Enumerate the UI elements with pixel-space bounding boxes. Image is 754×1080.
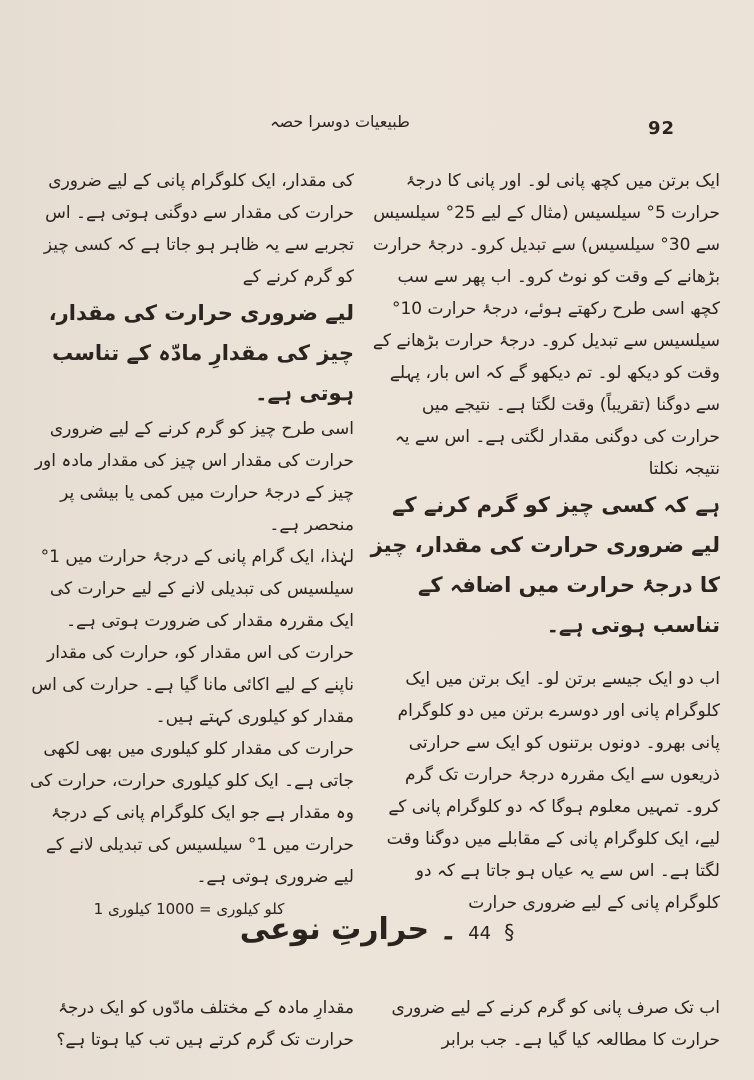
bottom-left-text [24,992,354,1056]
bottom-right-text [370,992,720,1056]
page-number: 92 [648,118,676,139]
section-number: 44 [468,923,492,944]
running-title: طبیعیات دوسرا حصہ [270,112,410,131]
bottom-right-paragraph: اب تک صرف پانی کو گرم کرنے کے لیے ضروری حرارت کا مطالعہ کیا گیا ہے۔ جب برابر [391,998,720,1050]
right-paragraph-2: اب دو ایک جیسے برتن لو۔ ایک برتن میں ایک کلوگرام پانی اور دوسرے برتن میں دو کلوگرام پانی بھرو۔ دونوں برتنوں کو ایک سے حرارتی ذریعوں سے ایک مقررہ درجۂ حرارت تک گرم کرو۔ تمہیں معلوم ہوگا کہ دو کلوگرام پانی کے لیے، ایک کلوگرام پانی کے مقابلے میں دوگنا وقت لگتا ہے۔ اس سے یہ عیاں ہو جاتا ہے کہ دو کلوگرام پانی کے لیے ضروری حرارت [386,669,720,913]
section-title: ۔ حرارتِ نوعی [239,912,458,947]
right-column [370,165,720,919]
right-emphasis: ہے کہ کسی چیز کو گرم کرنے کے لیے ضروری حرارت کی مقدار، چیز کا درجۂ حرارت میں اضافہ کے تناسب ہوتی ہے۔ [370,493,720,637]
bottom-left-paragraph: مقدارِ مادہ کے مختلف مادّوں کو ایک درجۂ حرارت تک گرم کرتے ہیں تب کیا ہوتا ہے؟ [56,998,354,1050]
left-paragraph-2: اسی طرح چیز کو گرم کرنے کے لیے ضروری حرارت کی مقدار اس چیز کی مقدار مادہ اور چیز کے درجۂ حرارت میں کمی یا بیشی پر منحصر ہے۔ [34,419,354,535]
page-header [0,112,754,152]
left-column [24,165,354,925]
section-mark: § [504,920,515,944]
section-heading [0,912,754,972]
left-paragraph-1: کی مقدار، ایک کلوگرام پانی کے لیے ضروری حرارت کی مقدار سے دوگنی ہوتی ہے۔ اس تجربے سے یہ ظاہر ہو جاتا ہے کہ کسی چیز کو گرم کرنے کے [43,171,354,287]
left-paragraph-4: حرارت کی مقدار کلو کیلوری میں بھی لکھی جاتی ہے۔ ایک کلو کیلوری حرارت، حرارت کی وہ مقدار ہے جو ایک کلوگرام پانی کے درجۂ حرارت میں 1° سیلسیس کی تبدیلی لانے کے لیے ضروری ہوتی ہے۔ [29,739,354,887]
calorie-equation: 1 کلو کیلوری = 1000 کیلوری [93,900,285,918]
left-emphasis: لیے ضروری حرارت کی مقدار، چیز کی مقدارِ مادّہ کے تناسب ہوتی ہے۔ [48,301,354,405]
right-paragraph-1: ایک برتن میں کچھ پانی لو۔ اور پانی کا درجۂ حرارت 5° سیلسیس (مثال کے لیے 25° سیلسیس سے 30° سیلسیس) سے تبدیل کرو۔ درجۂ حرارت بڑھانے کے وقت کو نوٹ کرو۔ اب پھر سے سب کچھ اسی طرح رکھتے ہوئے، درجۂ حرارت 10° سیلسیس سے تبدیل کرو۔ درجۂ حرارت بڑھانے کے وقت کو دیکھ لو۔ تم دیکھو گے کہ اس بار، پہلے سے دوگنا (تقریباً) وقت لگتا ہے۔ نتیجے میں حرارت کی دوگنی مقدار لگتی ہے۔ اس سے یہ نتیجہ نکلتا [372,171,720,479]
left-paragraph-3: لہٰذا، ایک گرام پانی کے درجۂ حرارت میں 1° سیلسیس کی تبدیلی لانے کے لیے حرارت کی ایک مقررہ مقدار کی ضرورت ہوتی ہے۔ حرارت کی اس مقدار کو، حرارت کی مقدار ناپنے کے لیے اکائی مانا گیا ہے۔ حرارت کی اس مقدار کو کیلوری کہتے ہیں۔ [31,547,354,727]
